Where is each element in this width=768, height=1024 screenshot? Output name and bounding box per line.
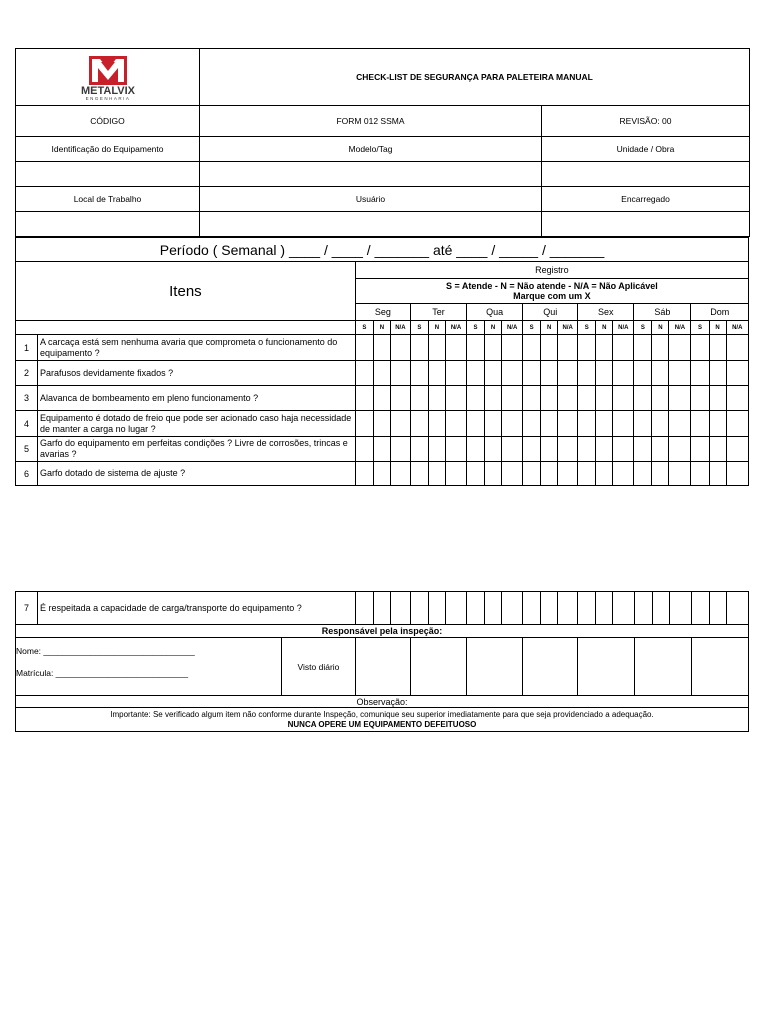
check-cell[interactable]: [523, 437, 541, 462]
check-cell[interactable]: [485, 411, 502, 437]
check-cell[interactable]: [652, 361, 669, 386]
item-text: A carcaça está sem nenhuma avaria que comprometa o funcionamento do equipamento ?: [38, 335, 356, 361]
check-cell[interactable]: [429, 592, 446, 625]
check-cell[interactable]: [709, 592, 726, 625]
user-label: Usuário: [200, 187, 542, 212]
check-cell[interactable]: [558, 335, 578, 361]
check-cell[interactable]: [669, 335, 691, 361]
sub-col-header: N: [485, 321, 502, 335]
check-cell[interactable]: [355, 411, 373, 437]
check-cell[interactable]: [467, 335, 485, 361]
day-header: Dom: [691, 304, 749, 321]
check-cell[interactable]: [691, 411, 709, 437]
check-cell[interactable]: [446, 592, 467, 625]
workplace-label: Local de Trabalho: [16, 187, 200, 212]
check-cell[interactable]: [709, 335, 726, 361]
check-cell[interactable]: [634, 335, 652, 361]
check-cell[interactable]: [726, 386, 748, 411]
sub-col-header: N: [373, 321, 390, 335]
check-cell[interactable]: [523, 386, 541, 411]
item-text: É respeitada a capacidade de carga/transporte do equipamento ?: [38, 592, 356, 625]
item-number: 6: [16, 462, 38, 486]
check-cell[interactable]: [410, 335, 428, 361]
check-cell[interactable]: [726, 437, 748, 462]
check-cell[interactable]: [613, 335, 634, 361]
check-cell[interactable]: [578, 386, 596, 411]
day-header: Seg: [355, 304, 410, 321]
svg-text:ENGENHARIA: ENGENHARIA: [85, 96, 130, 101]
check-cell[interactable]: [373, 592, 390, 625]
sub-col-header: N/A: [669, 321, 691, 335]
check-cell[interactable]: [558, 411, 578, 437]
check-cell[interactable]: [390, 437, 410, 462]
item-number: 1: [16, 335, 38, 361]
check-cell[interactable]: [410, 462, 428, 486]
equipment-id-label: Identificação do Equipamento: [16, 137, 200, 162]
check-cell[interactable]: [445, 335, 466, 361]
daily-visa-cell[interactable]: [411, 638, 467, 696]
item-number: 4: [16, 411, 38, 437]
check-cell[interactable]: [596, 592, 613, 625]
check-cell[interactable]: [709, 361, 726, 386]
check-cell[interactable]: [467, 386, 485, 411]
check-cell[interactable]: [596, 335, 613, 361]
check-cell[interactable]: [485, 462, 502, 486]
supervisor-label: Encarregado: [542, 187, 750, 212]
check-cell[interactable]: [652, 335, 669, 361]
important-note: [16, 708, 749, 732]
check-cell[interactable]: [596, 361, 613, 386]
check-cell[interactable]: [445, 437, 466, 462]
check-cell[interactable]: [390, 335, 410, 361]
check-cell[interactable]: [709, 411, 726, 437]
check-cell[interactable]: [428, 411, 445, 437]
warning-text: NUNCA OPERE UM EQUIPAMENTO DEFEITUOSO: [287, 719, 477, 729]
sub-col-header: S: [578, 321, 596, 335]
check-cell[interactable]: [578, 437, 596, 462]
check-cell[interactable]: [634, 437, 652, 462]
signature-block: [16, 638, 356, 696]
check-cell[interactable]: [691, 462, 709, 486]
check-cell[interactable]: [726, 335, 748, 361]
check-cell[interactable]: [669, 361, 691, 386]
check-cell[interactable]: [669, 386, 691, 411]
items-header: Itens: [16, 262, 356, 321]
daily-visa-cell[interactable]: [355, 638, 410, 696]
check-cell[interactable]: [355, 592, 373, 625]
form-code: FORM 012 SSMA: [200, 106, 542, 137]
check-cell[interactable]: [652, 437, 669, 462]
check-cell[interactable]: [445, 411, 466, 437]
check-cell[interactable]: [373, 462, 390, 486]
check-cell[interactable]: [467, 361, 485, 386]
check-cell[interactable]: [523, 335, 541, 361]
daily-visa-cell[interactable]: [467, 638, 523, 696]
check-cell[interactable]: [541, 335, 558, 361]
check-cell[interactable]: [541, 411, 558, 437]
check-cell[interactable]: [691, 437, 709, 462]
check-cell[interactable]: [578, 592, 596, 625]
check-cell[interactable]: [467, 437, 485, 462]
sub-col-header: S: [523, 321, 541, 335]
check-cell[interactable]: [691, 361, 709, 386]
check-cell[interactable]: [355, 437, 373, 462]
check-cell[interactable]: [613, 592, 634, 625]
check-cell[interactable]: [541, 437, 558, 462]
check-cell[interactable]: [669, 437, 691, 462]
code-label: CÓDIGO: [16, 106, 200, 137]
check-cell[interactable]: [502, 411, 523, 437]
check-cell[interactable]: [502, 361, 523, 386]
check-cell[interactable]: [634, 462, 652, 486]
item-text: Parafusos devidamente fixados ?: [38, 361, 356, 386]
sub-col-header: N: [541, 321, 558, 335]
check-cell[interactable]: [613, 462, 634, 486]
unit-label: Unidade / Obra: [542, 137, 750, 162]
observation-label[interactable]: Observação:: [16, 696, 749, 708]
sub-col-header: N/A: [502, 321, 523, 335]
check-cell[interactable]: [410, 411, 428, 437]
day-header: Sex: [578, 304, 634, 321]
sub-col-header: S: [691, 321, 709, 335]
check-cell[interactable]: [634, 386, 652, 411]
sub-col-header: S: [467, 321, 485, 335]
check-cell[interactable]: [410, 386, 428, 411]
check-cell[interactable]: [410, 361, 428, 386]
form-title: CHECK-LIST DE SEGURANÇA PARA PALETEIRA MANUAL: [200, 49, 750, 106]
check-cell[interactable]: [691, 335, 709, 361]
check-cell[interactable]: [485, 361, 502, 386]
daily-visa-cell[interactable]: [578, 638, 634, 696]
check-cell[interactable]: [502, 437, 523, 462]
check-cell[interactable]: [634, 411, 652, 437]
check-cell[interactable]: [467, 592, 485, 625]
check-cell[interactable]: [502, 592, 523, 625]
check-cell[interactable]: [726, 361, 748, 386]
header-table: [15, 48, 750, 237]
check-cell[interactable]: [596, 386, 613, 411]
check-cell[interactable]: [634, 592, 652, 625]
visto-label: Visto diário: [297, 661, 340, 672]
legend-line2: Marque com um X: [513, 291, 591, 301]
period-line: Período ( Semanal ) ____ / ____ / _______ até ____ / _____ / _______: [16, 238, 749, 262]
logo: [16, 49, 200, 106]
check-cell[interactable]: [578, 335, 596, 361]
check-cell[interactable]: [652, 592, 669, 625]
check-cell[interactable]: [691, 592, 709, 625]
day-header: Qui: [523, 304, 578, 321]
check-cell[interactable]: [669, 462, 691, 486]
check-cell[interactable]: [669, 592, 691, 625]
check-cell[interactable]: [613, 437, 634, 462]
check-cell[interactable]: [373, 411, 390, 437]
check-cell[interactable]: [669, 411, 691, 437]
check-cell[interactable]: [373, 361, 390, 386]
check-cell[interactable]: [523, 361, 541, 386]
blank-cell: [16, 321, 356, 335]
check-cell[interactable]: [390, 386, 410, 411]
metalvix-logo-icon: [68, 53, 148, 101]
check-cell[interactable]: [390, 462, 410, 486]
check-cell[interactable]: [485, 437, 502, 462]
legend: [355, 279, 748, 304]
check-cell[interactable]: [390, 592, 410, 625]
check-cell[interactable]: [485, 592, 502, 625]
check-cell[interactable]: [541, 592, 558, 625]
equipment-id-field[interactable]: [16, 162, 200, 187]
registro-label: Registro: [355, 262, 748, 279]
check-cell[interactable]: [558, 462, 578, 486]
check-cell[interactable]: [558, 386, 578, 411]
sub-col-header: N/A: [445, 321, 466, 335]
check-cell[interactable]: [541, 361, 558, 386]
check-cell[interactable]: [709, 462, 726, 486]
sub-col-header: N/A: [613, 321, 634, 335]
check-cell[interactable]: [502, 462, 523, 486]
check-cell[interactable]: [485, 386, 502, 411]
check-cell[interactable]: [428, 437, 445, 462]
day-header: Sáb: [634, 304, 691, 321]
checklist-table: [15, 237, 749, 486]
check-cell[interactable]: [652, 386, 669, 411]
check-cell[interactable]: [578, 361, 596, 386]
check-cell[interactable]: [355, 386, 373, 411]
check-cell[interactable]: [578, 411, 596, 437]
check-cell[interactable]: [390, 361, 410, 386]
daily-visa-cell[interactable]: [523, 638, 578, 696]
model-tag-field[interactable]: [200, 162, 542, 187]
sub-col-header: S: [355, 321, 373, 335]
model-tag-label: Modelo/Tag: [200, 137, 542, 162]
item-text: Garfo dotado de sistema de ajuste ?: [38, 462, 356, 486]
check-cell[interactable]: [652, 462, 669, 486]
check-cell[interactable]: [428, 335, 445, 361]
check-cell[interactable]: [596, 411, 613, 437]
check-cell[interactable]: [373, 386, 390, 411]
sub-col-header: N/A: [558, 321, 578, 335]
item-text: Garfo do equipamento em perfeitas condições ? Livre de corrosões, trincas e avarias ?: [38, 437, 356, 462]
revision: REVISÃO: 00: [542, 106, 750, 137]
check-cell[interactable]: [596, 462, 613, 486]
checklist-footer-table: [15, 591, 749, 732]
workplace-field[interactable]: [16, 212, 200, 237]
name-field[interactable]: Nome: ________________________________: [16, 646, 195, 656]
check-cell[interactable]: [558, 361, 578, 386]
item-number: 5: [16, 437, 38, 462]
matricula-field[interactable]: Matrícula: ____________________________: [16, 668, 189, 678]
sub-col-header: N: [596, 321, 613, 335]
check-cell[interactable]: [691, 386, 709, 411]
sub-col-header: N: [652, 321, 669, 335]
sub-col-header: S: [634, 321, 652, 335]
check-cell[interactable]: [726, 462, 748, 486]
check-cell[interactable]: [428, 361, 445, 386]
check-cell[interactable]: [558, 592, 578, 625]
check-cell[interactable]: [523, 462, 541, 486]
sub-col-header: N: [709, 321, 726, 335]
check-cell[interactable]: [726, 411, 748, 437]
check-cell[interactable]: [709, 386, 726, 411]
item-number: 2: [16, 361, 38, 386]
item-number: 3: [16, 386, 38, 411]
user-field[interactable]: [200, 212, 542, 237]
check-cell[interactable]: [485, 335, 502, 361]
check-cell[interactable]: [467, 411, 485, 437]
legend-line1: S = Atende - N = Não atende - N/A = Não Aplicável: [446, 281, 658, 291]
day-header: Ter: [410, 304, 466, 321]
check-cell[interactable]: [613, 361, 634, 386]
check-cell[interactable]: [596, 437, 613, 462]
check-cell[interactable]: [541, 462, 558, 486]
important-text: Importante: Se verificado algum item não conforme durante Inspeção, comunique seu superior imediatamente para que seja providenciado a adequação.: [110, 709, 654, 719]
daily-visa-cell[interactable]: [634, 638, 691, 696]
check-cell[interactable]: [445, 361, 466, 386]
sub-col-header: S: [410, 321, 428, 335]
item-text: Equipamento é dotado de freio que pode ser acionado caso haja necessidade de manter a carga no lugar ?: [38, 411, 356, 437]
check-cell[interactable]: [410, 437, 428, 462]
item-text: Alavanca de bombeamento em pleno funcionamento ?: [38, 386, 356, 411]
check-cell[interactable]: [467, 462, 485, 486]
check-cell[interactable]: [373, 437, 390, 462]
daily-visa-cell[interactable]: [691, 638, 748, 696]
check-cell[interactable]: [652, 411, 669, 437]
supervisor-field[interactable]: [542, 212, 750, 237]
check-cell[interactable]: [613, 386, 634, 411]
svg-text:METALVIX: METALVIX: [80, 85, 135, 97]
check-cell[interactable]: [558, 437, 578, 462]
check-cell[interactable]: [355, 462, 373, 486]
check-cell[interactable]: [709, 437, 726, 462]
check-cell[interactable]: [373, 335, 390, 361]
check-cell[interactable]: [428, 462, 445, 486]
responsible-label: Responsável pela inspeção:: [16, 625, 749, 638]
unit-field[interactable]: [542, 162, 750, 187]
check-cell[interactable]: [502, 335, 523, 361]
check-cell[interactable]: [634, 361, 652, 386]
item-number: 7: [16, 592, 38, 625]
check-cell[interactable]: [411, 592, 429, 625]
check-cell[interactable]: [445, 386, 466, 411]
check-cell[interactable]: [578, 462, 596, 486]
check-cell[interactable]: [355, 361, 373, 386]
sub-col-header: N/A: [390, 321, 410, 335]
sub-col-header: N: [428, 321, 445, 335]
check-cell[interactable]: [541, 386, 558, 411]
check-cell[interactable]: [613, 411, 634, 437]
check-cell[interactable]: [523, 411, 541, 437]
sub-col-header: N/A: [726, 321, 748, 335]
check-cell[interactable]: [726, 592, 748, 625]
check-cell[interactable]: [355, 335, 373, 361]
check-cell[interactable]: [390, 411, 410, 437]
check-cell[interactable]: [502, 386, 523, 411]
check-cell[interactable]: [445, 462, 466, 486]
check-cell[interactable]: [523, 592, 541, 625]
day-header: Qua: [467, 304, 523, 321]
check-cell[interactable]: [428, 386, 445, 411]
